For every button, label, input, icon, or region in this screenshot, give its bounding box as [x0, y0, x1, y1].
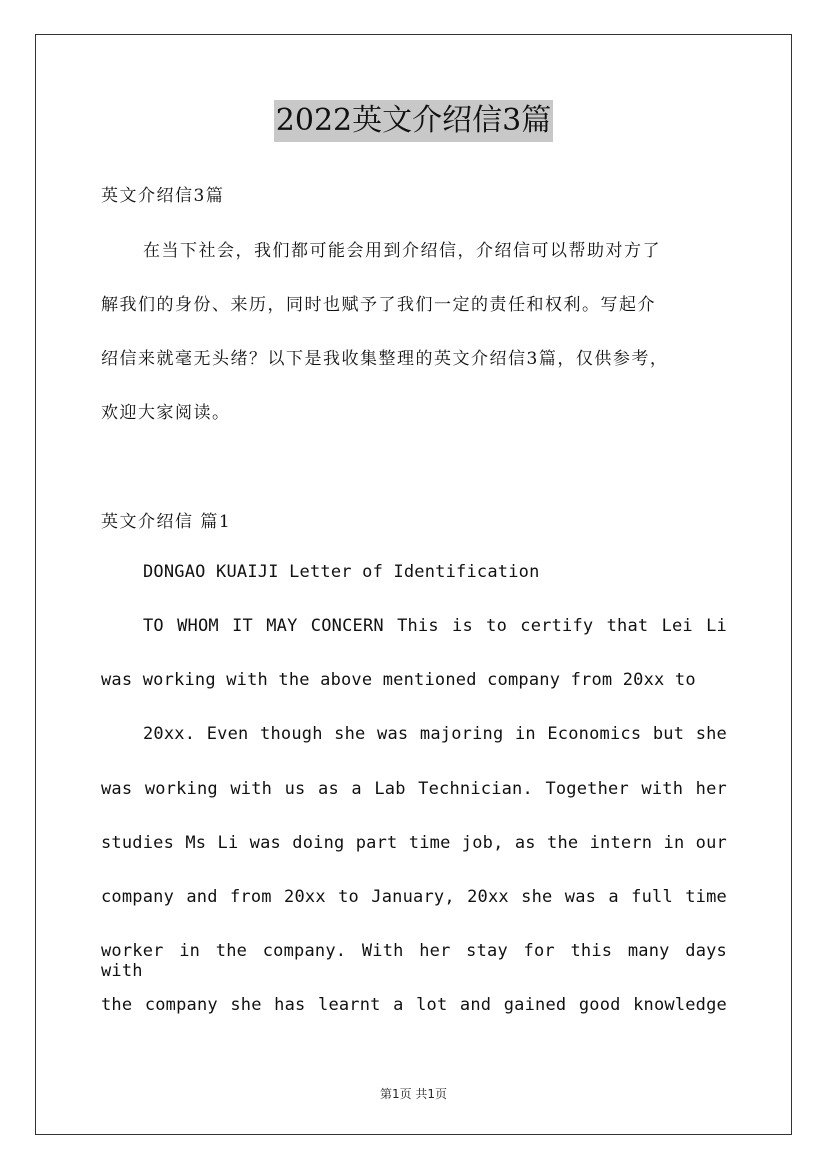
body-line-4: 20xx. Even though she was majoring in Economics but she — [143, 724, 727, 744]
body-line-3: was working with the above mentioned company from 20xx to — [101, 670, 696, 690]
body-line-1: DONGAO KUAIJI Letter of Identification — [143, 562, 540, 582]
body-line-5: was working with us as a Lab Technician. Together with her — [101, 779, 727, 799]
intro-line-3: 绍信来就毫无头绪？以下是我收集整理的英文介绍信3篇，仅供参考， — [101, 349, 669, 369]
body-line-9: the company she has learnt a lot and gained good knowledge — [101, 995, 727, 1015]
body-line-7: company and from 20xx to January, 20xx she was a full time — [101, 887, 727, 907]
intro-line-1: 在当下社会，我们都可能会用到介绍信，介绍信可以帮助对方了 — [143, 241, 661, 261]
subtitle: 英文介绍信3篇 — [101, 186, 225, 206]
body-line-2: TO WHOM IT MAY CONCERN This is to certify that Lei Li — [143, 616, 727, 636]
page-footer: 第1页 共1页 — [379, 1087, 448, 1101]
body-line-6: studies Ms Li was doing part time job, as the intern in our — [101, 833, 727, 853]
intro-line-4: 欢迎大家阅读。 — [101, 403, 231, 423]
section-heading: 英文介绍信 篇1 — [101, 512, 232, 532]
document-title: 2022英文介绍信3篇 — [274, 100, 553, 142]
intro-line-2: 解我们的身份、来历，同时也赋予了我们一定的责任和权利。写起介 — [101, 295, 656, 315]
title-container — [0, 100, 827, 142]
body-line-8: worker in the company. With her stay for this many days with — [101, 941, 727, 981]
